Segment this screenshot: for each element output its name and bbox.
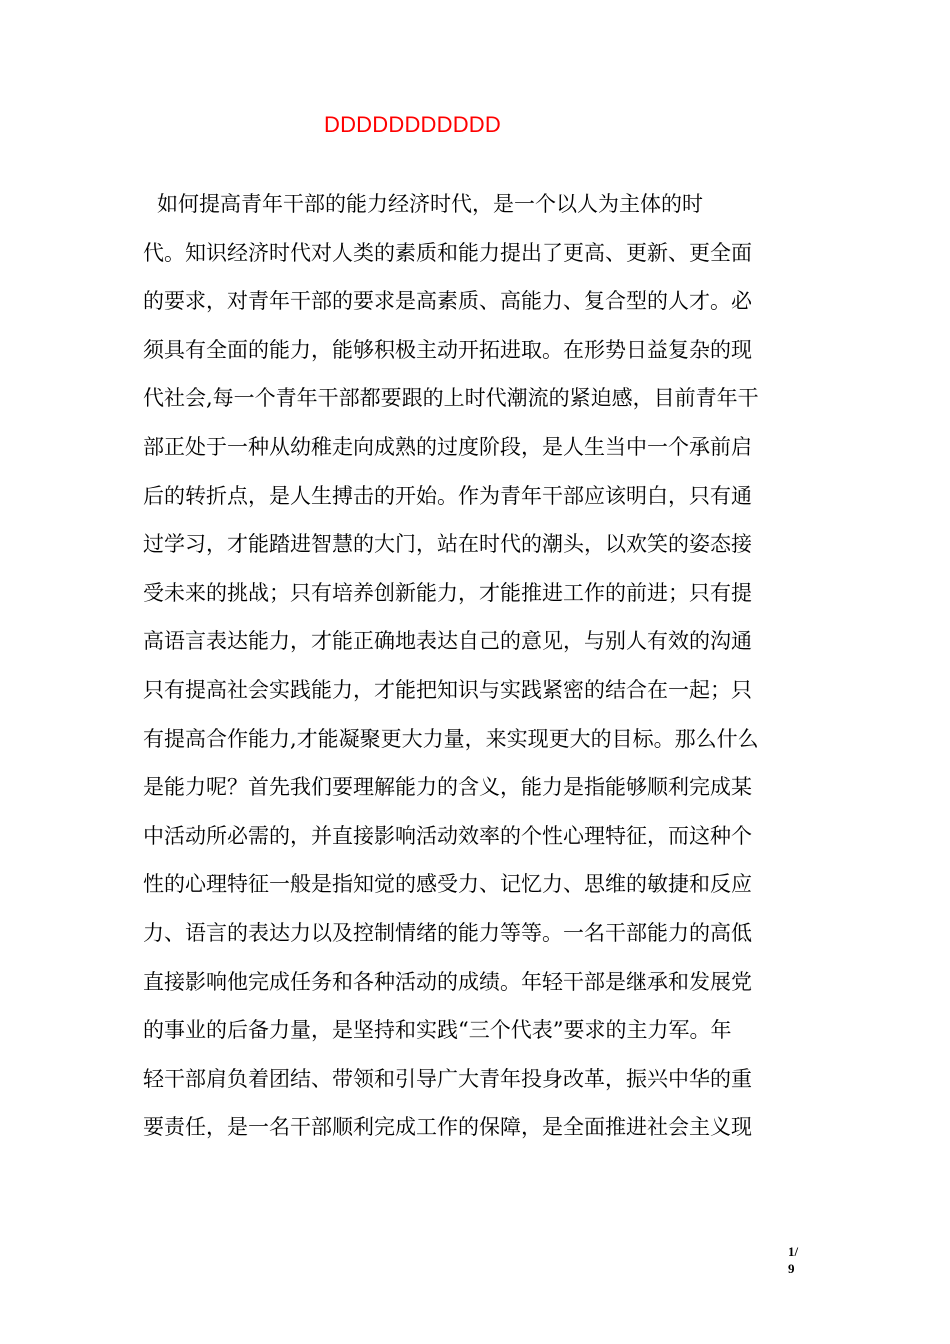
text-line: 代。知识经济时代对人类的素质和能力提出了更高、更新、更全面 <box>143 240 752 265</box>
text-line: 代社会,每一个青年干部都要跟的上时代潮流的紧迫感，目前青年干 <box>143 386 759 411</box>
text-line: 直接影响他完成任务和各种活动的成绩。年轻干部是继承和发展党 <box>143 969 752 994</box>
text-line: 过学习，才能踏进智慧的大门，站在时代的潮头，以欢笑的姿态接 <box>143 532 752 557</box>
text-line: 的事业的后备力量，是坚持和实践“三个代表”要求的主力军。年 <box>143 1018 732 1043</box>
text-line: 的要求，对青年干部的要求是高素质、高能力、复合型的人才。必 <box>143 289 752 314</box>
text-line: 性的心理特征一般是指知觉的感受力、记忆力、思维的敏捷和反应 <box>143 872 752 897</box>
text-line: 须具有全面的能力，能够积极主动开拓进取。在形势日益复杂的现 <box>143 337 752 362</box>
text-line: 受未来的挑战；只有培养创新能力，才能推进工作的前进；只有提 <box>143 580 752 605</box>
text-line: 中活动所必需的，并直接影响活动效率的个性心理特征，而这种个 <box>143 823 752 848</box>
text-line: 高语言表达能力，才能正确地表达自己的意见，与别人有效的沟通 <box>143 629 752 654</box>
text-line: 轻干部肩负着团结、带领和引导广大青年投身改革，振兴中华的重 <box>143 1066 752 1091</box>
text-line: 只有提高社会实践能力，才能把知识与实践紧密的结合在一起；只 <box>143 678 752 702</box>
text-line: 要责任，是一名干部顺利完成工作的保障，是全面推进社会主义现 <box>143 1115 752 1140</box>
page-number <box>788 1243 812 1277</box>
text-line: 力、语言的表达力以及控制情绪的能力等等。一名干部能力的高低 <box>143 921 752 945</box>
text-line: 有提高合作能力,才能凝聚更大力量，来实现更大的目标。那么什么 <box>143 726 759 751</box>
page-number-top: 1/ <box>788 1244 799 1259</box>
text-line: 如何提高青年干部的能力经济时代，是一个以人为主体的时 <box>157 192 703 216</box>
text-line: 部正处于一种从幼稚走向成熟的过度阶段，是人生当中一个承前启 <box>143 435 752 459</box>
page-number-bottom: 9 <box>788 1261 795 1276</box>
header-title: DDDDDDDDDDD <box>324 112 501 137</box>
text-line: 后的转折点，是人生搏击的开始。作为青年干部应该明白，只有通 <box>143 483 752 508</box>
text-line: 是能力呢？首先我们要理解能力的含义，能力是指能够顺利完成某 <box>143 775 752 800</box>
